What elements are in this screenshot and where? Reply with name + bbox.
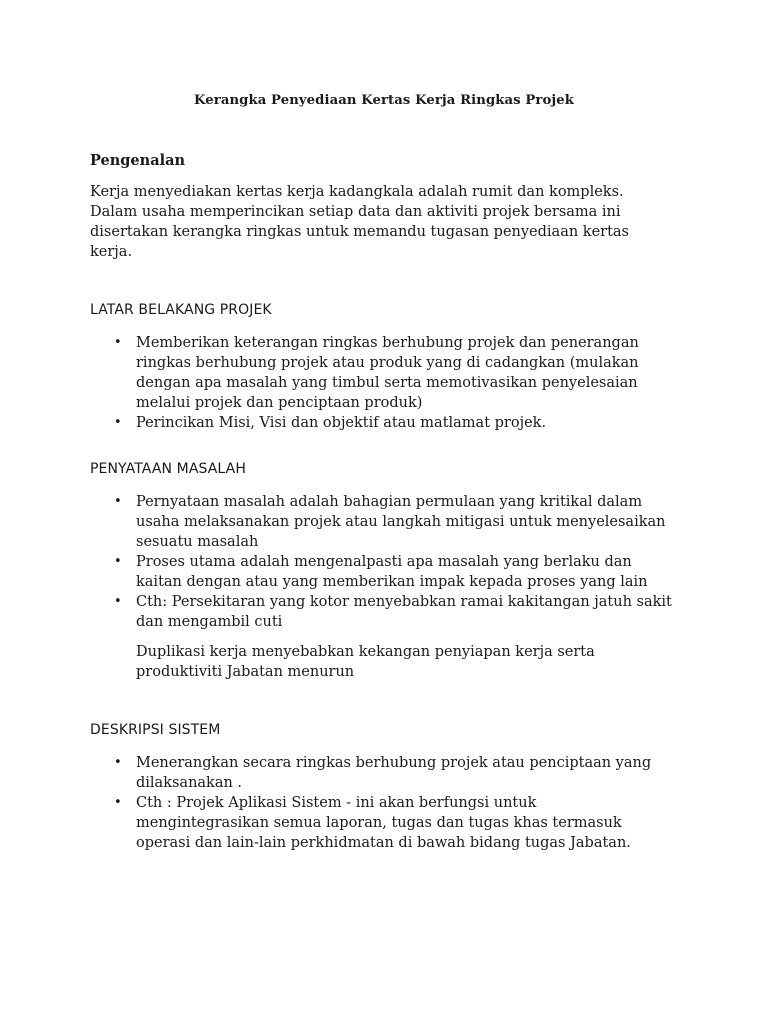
note-paragraph <box>136 642 696 682</box>
bullet-item <box>90 592 690 632</box>
bullet-line: dilaksanakan . <box>136 775 243 791</box>
intro-line: Kerja menyediakan kertas kerja kadangkala adalah rumit dan kompleks. <box>90 184 624 200</box>
bullet-line: Cth: Persekitaran yang kotor menyebabkan ramai kakitangan jatuh sakit <box>136 594 672 610</box>
bullet-item <box>90 552 690 592</box>
bullet-line: Pernyataan masalah adalah bahagian permulaan yang kritikal dalam <box>136 494 643 510</box>
bullet-list-penyataan-masalah <box>90 492 690 632</box>
bullet-line: Memberikan keterangan ringkas berhubung projek dan penerangan <box>136 335 639 351</box>
bullet-item <box>90 753 690 793</box>
intro-line: kerja. <box>90 244 133 260</box>
intro-line: disertakan kerangka ringkas untuk memandu tugasan penyediaan kertas <box>90 224 629 240</box>
bullet-line: Cth : Projek Aplikasi Sistem - ini akan berfungsi untuk <box>136 795 537 811</box>
bullet-line: mengintegrasikan semua laporan, tugas dan tugas khas termasuk <box>136 815 622 831</box>
section-heading-penyataan-masalah: PENYATAAN MASALAH <box>90 461 246 477</box>
bullet-icon: • <box>114 795 122 810</box>
section-heading-latar-belakang: LATAR BELAKANG PROJEK <box>90 302 272 318</box>
section-heading-deskripsi-sistem: DESKRIPSI SISTEM <box>90 722 221 738</box>
bullet-line: melalui projek dan penciptaan produk) <box>136 395 423 411</box>
intro-line: Dalam usaha memperincikan setiap data dan aktiviti projek bersama ini <box>90 204 621 220</box>
bullet-line: dengan apa masalah yang timbul serta memotivasikan penyelesaian <box>136 375 638 391</box>
note-line: Duplikasi kerja menyebabkan kekangan penyiapan kerja serta <box>136 644 595 660</box>
bullet-icon: • <box>114 755 122 770</box>
bullet-icon: • <box>114 554 122 569</box>
bullet-line: dan mengambil cuti <box>136 614 283 630</box>
bullet-icon: • <box>114 335 122 350</box>
intro-paragraph <box>90 182 690 262</box>
bullet-item <box>90 413 690 433</box>
bullet-line: Menerangkan secara ringkas berhubung projek atau penciptaan yang <box>136 755 652 771</box>
bullet-line: Perincikan Misi, Visi dan objektif atau matlamat projek. <box>136 415 547 431</box>
bullet-item <box>90 333 690 413</box>
bullet-line: sesuatu masalah <box>136 534 259 550</box>
bullet-item <box>90 793 690 853</box>
bullet-list-deskripsi-sistem <box>90 753 690 853</box>
bullet-line: operasi dan lain-lain perkhidmatan di bawah bidang tugas Jabatan. <box>136 835 631 851</box>
bullet-line: usaha melaksanakan projek atau langkah mitigasi untuk menyelesaikan <box>136 514 666 530</box>
bullet-icon: • <box>114 415 122 430</box>
bullet-line: Proses utama adalah mengenalpasti apa masalah yang berlaku dan <box>136 554 632 570</box>
bullet-icon: • <box>114 594 122 609</box>
intro-heading: Pengenalan <box>90 152 186 169</box>
bullet-item <box>90 492 690 552</box>
document-title: Kerangka Penyediaan Kertas Kerja Ringkas Projek <box>194 93 574 108</box>
bullet-line: kaitan dengan atau yang memberikan impak kepada proses yang lain <box>136 574 648 590</box>
bullet-list-latar-belakang <box>90 333 690 433</box>
bullet-icon: • <box>114 494 122 509</box>
bullet-line: ringkas berhubung projek atau produk yang di cadangkan (mulakan <box>136 355 639 371</box>
note-line: produktiviti Jabatan menurun <box>136 664 355 680</box>
